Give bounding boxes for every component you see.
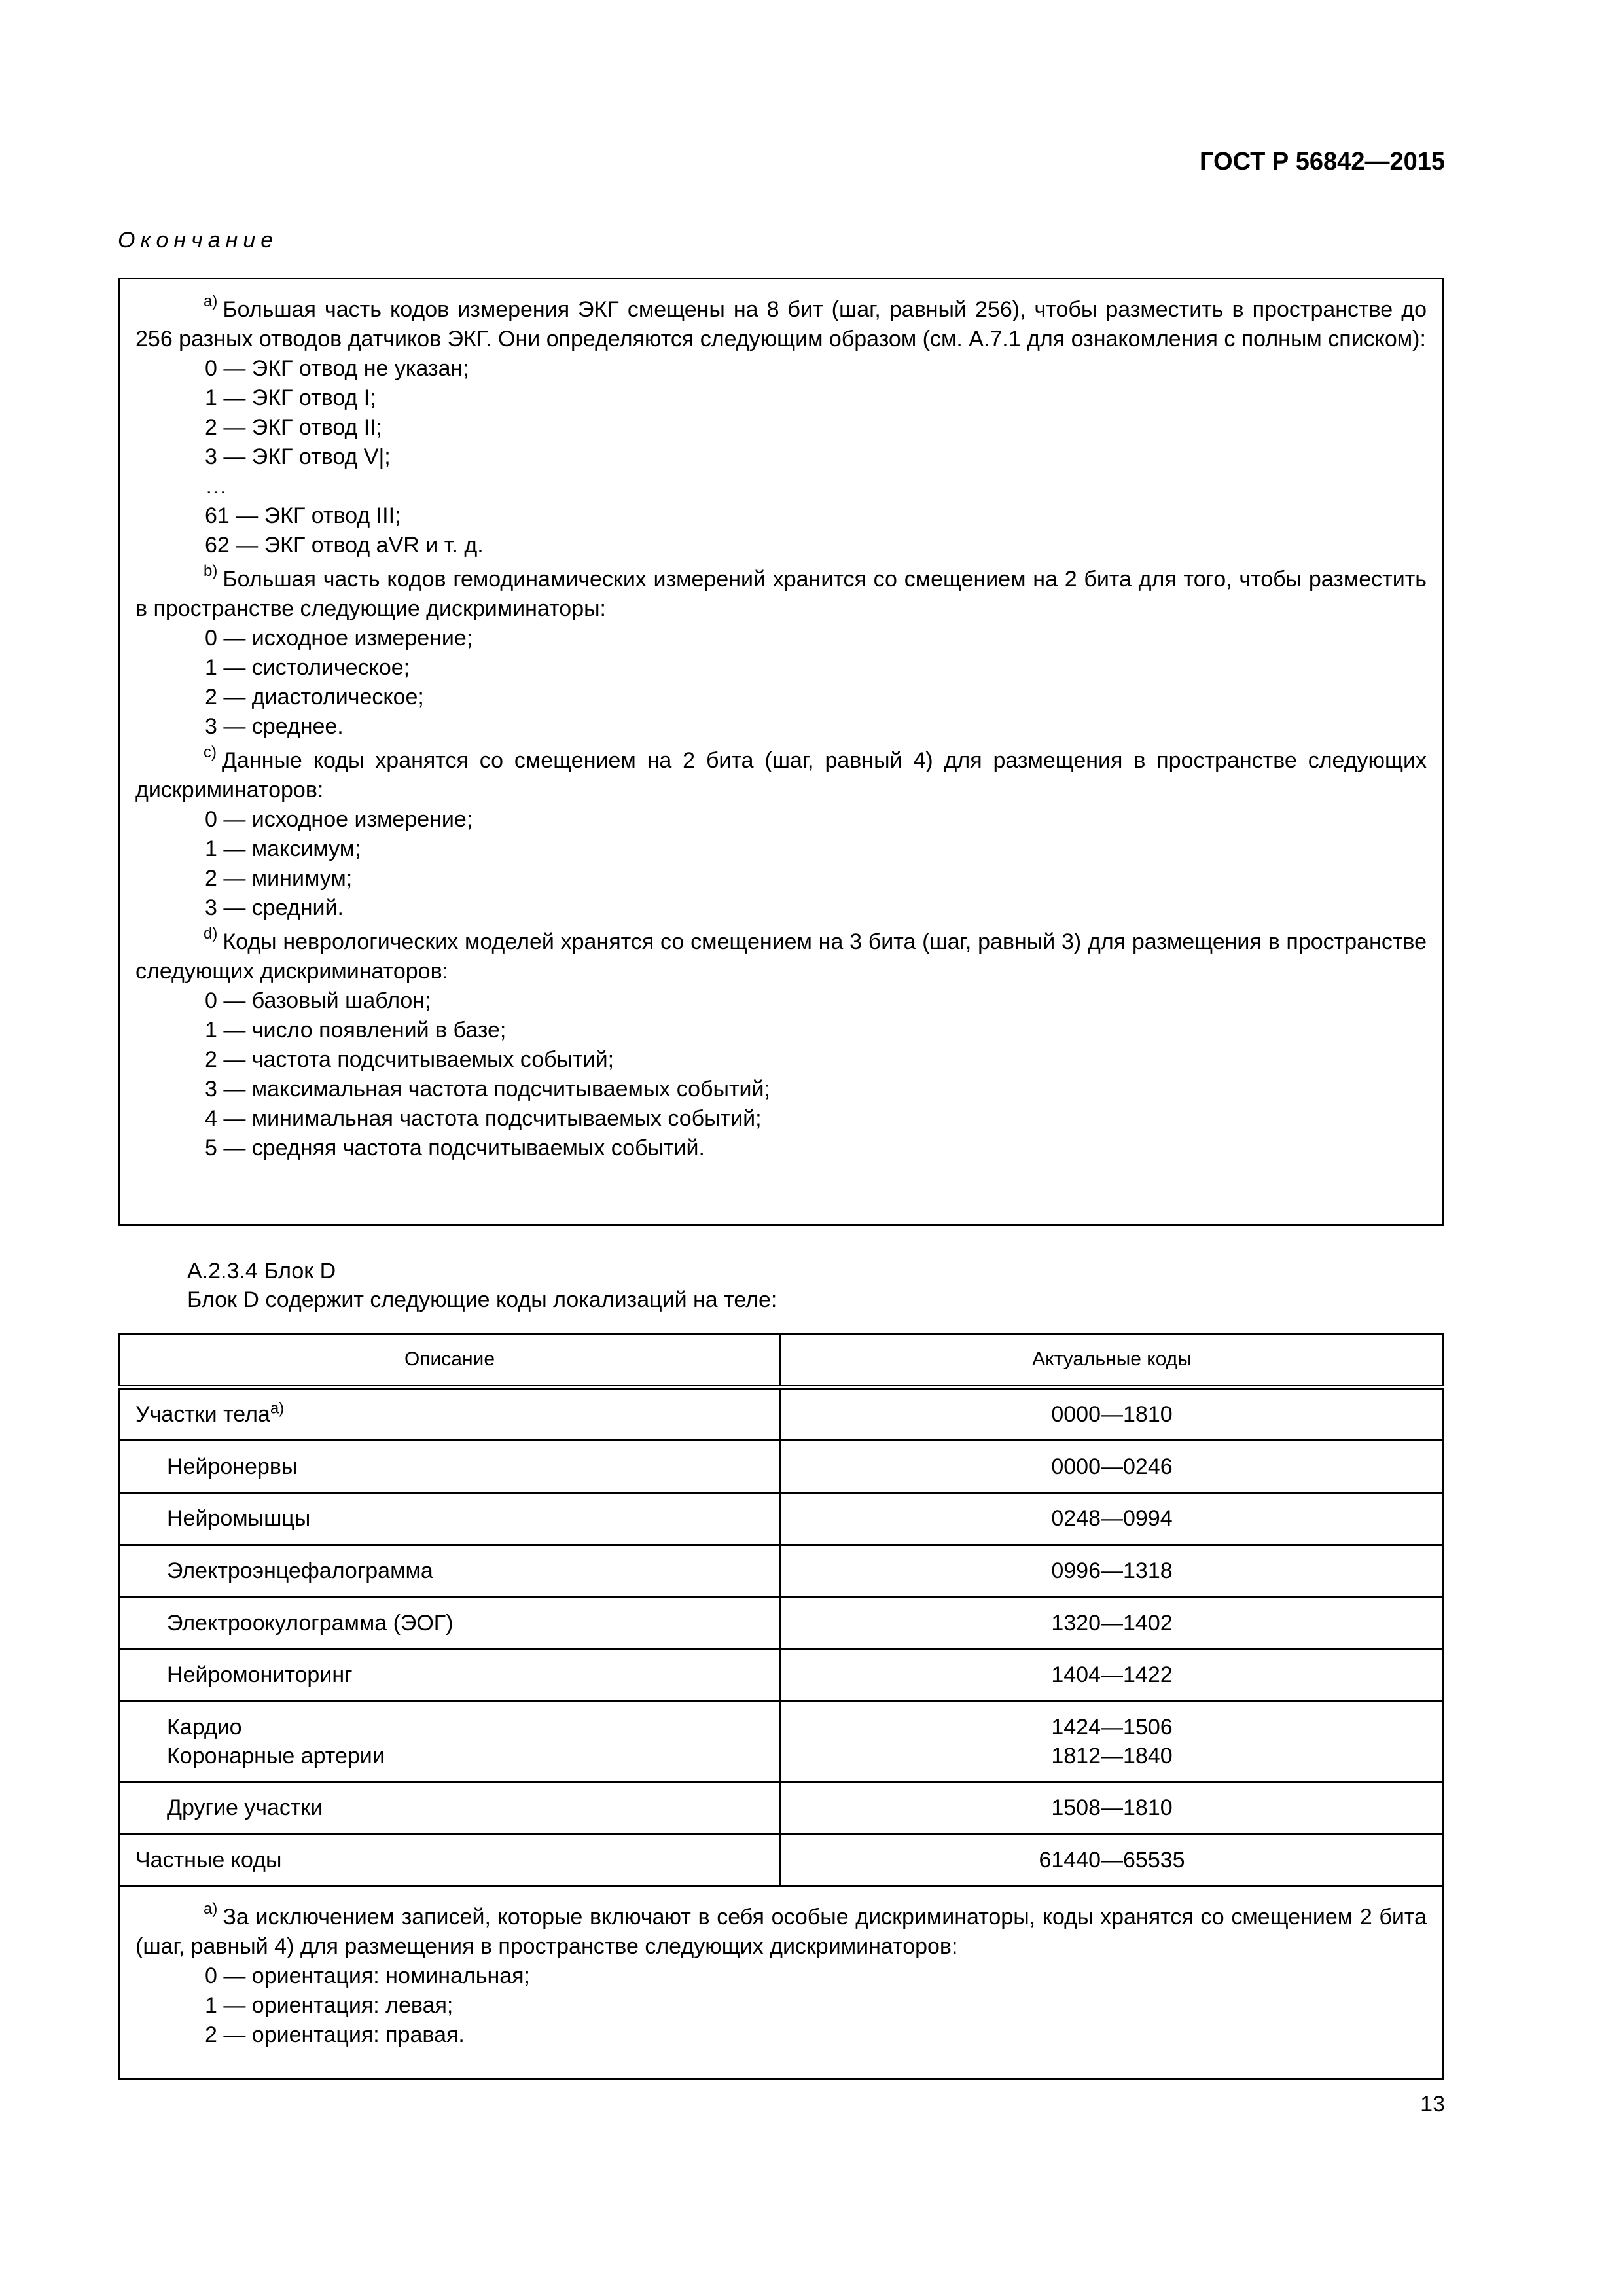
- list-item: 0 — исходное измерение;: [205, 807, 473, 832]
- table-footnote: [119, 1886, 1444, 2079]
- list-item: 2 — ЭКГ отвод II;: [205, 415, 383, 440]
- note-mark: a): [204, 292, 218, 310]
- row-code-value-secondary: 1812—1840: [1051, 1743, 1173, 1768]
- table-row: [119, 1545, 1444, 1597]
- row-description: [119, 1701, 781, 1782]
- row-label: Участки тела: [135, 1402, 270, 1427]
- row-code: [781, 1701, 1444, 1782]
- footnote-mark: a): [270, 1399, 285, 1418]
- list-item: 1 — ориентация: левая;: [205, 1993, 454, 2018]
- footnote-mark: a): [204, 1899, 218, 1918]
- list-item: 0 — базовый шаблон;: [205, 988, 431, 1013]
- standard-code: ГОСТ Р 56842—2015: [1200, 148, 1445, 175]
- list-item: …: [205, 474, 227, 499]
- table-row: [119, 1387, 1444, 1441]
- list-item: 3 — среднее.: [205, 714, 344, 739]
- column-header-codes: Актуальные коды: [781, 1334, 1444, 1388]
- list-item: 2 — ориентация: правая.: [205, 2022, 465, 2048]
- list-item: 62 — ЭКГ отвод aVR и т. д.: [205, 533, 484, 558]
- list-item: 0 — ориентация: номинальная;: [205, 1964, 531, 1989]
- note-mark: d): [204, 924, 218, 942]
- note-body: Коды неврологических моделей хранятся со смещением на 3 бита (шаг, равный 3) для размещения в пространстве следующих дискриминаторов:: [135, 929, 1427, 984]
- list-item: 61 — ЭКГ отвод III;: [205, 503, 401, 528]
- note-text: [135, 292, 1427, 354]
- row-code: 0000—0246: [781, 1441, 1444, 1493]
- table-row: [119, 1441, 1444, 1493]
- section-heading: А.2.3.4 Блок D: [187, 1259, 336, 1283]
- list-item: 5 — средняя частота подсчитываемых событий.: [205, 1136, 705, 1160]
- list-item: 3 — максимальная частота подсчитываемых событий;: [205, 1077, 770, 1102]
- list-item: 0 — ЭКГ отвод не указан;: [205, 356, 469, 381]
- row-code: 1404—1422: [781, 1649, 1444, 1702]
- note-body: Данные коды хранятся со смещением на 2 бита (шаг, равный 4) для размещения в пространстве следующих дискриминаторов:: [135, 748, 1427, 802]
- row-description: Нейромышцы: [119, 1493, 781, 1545]
- list-item: 0 — исходное измерение;: [205, 626, 473, 651]
- row-code: 0000—1810: [781, 1387, 1444, 1441]
- note-mark: c): [204, 743, 217, 761]
- row-description: Другие участки: [119, 1782, 781, 1834]
- note-body: Большая часть кодов гемодинамических измерений хранится со смещением на 2 бита для того, чтобы разместить в пространстве следующие дискриминаторы:: [135, 567, 1427, 621]
- note-b: [135, 562, 1427, 742]
- table-row: [119, 1597, 1444, 1649]
- note-body: Большая часть кодов измерения ЭКГ смещены на 8 бит (шаг, равный 256), чтобы разместить в пространстве до 256 разных отводов датчиков ЭКГ. Они определяются следующим образом (см. А.7.1 для ознакомления с полным списком):: [135, 297, 1427, 351]
- row-code: 0248—0994: [781, 1493, 1444, 1545]
- list-item: 1 — максимум;: [205, 836, 361, 861]
- row-code-value: 1424—1506: [1051, 1714, 1173, 1740]
- table-row: [119, 1701, 1444, 1782]
- row-label: Кардио: [167, 1714, 242, 1740]
- note-c: [135, 743, 1427, 923]
- list-item: 2 — минимум;: [205, 866, 353, 891]
- note-a: [135, 292, 1427, 560]
- page-number: 13: [1420, 2092, 1445, 2117]
- table-header-row: [119, 1334, 1444, 1388]
- row-label-secondary: Коронарные артерии: [167, 1743, 385, 1768]
- footnote-body: За исключением записей, которые включают в себя особые дискриминаторы, коды хранятся со смещением 2 бита (шаг, равный 4) для размещения в пространстве следующих дискриминаторов:: [135, 1905, 1427, 1960]
- row-description: Электроокулограмма (ЭОГ): [119, 1597, 781, 1649]
- list-item: 2 — диастолическое;: [205, 685, 424, 709]
- list-item: 4 — минимальная частота подсчитываемых событий;: [205, 1106, 762, 1131]
- note-d: [135, 924, 1427, 1163]
- table-row: [119, 1649, 1444, 1702]
- column-header-description: Описание: [119, 1334, 781, 1388]
- section-block-d: [187, 1257, 777, 1314]
- list-item: 3 — ЭКГ отвод V|;: [205, 444, 391, 469]
- section-intro: Блок D содержит следующие коды локализаций на теле:: [187, 1287, 777, 1312]
- note-text: [135, 562, 1427, 624]
- table-footnote-row: [119, 1886, 1444, 2079]
- note-text: [135, 924, 1427, 986]
- ending-label: Окончание: [118, 228, 279, 253]
- row-code: 61440—65535: [781, 1834, 1444, 1886]
- list-item: 3 — средний.: [205, 895, 344, 920]
- list-item: 2 — частота подсчитываемых событий;: [205, 1047, 615, 1072]
- table-row: [119, 1834, 1444, 1886]
- row-description: Электроэнцефалограмма: [119, 1545, 781, 1597]
- table-row: [119, 1782, 1444, 1834]
- footnote-text: [135, 1899, 1427, 1962]
- note-mark: b): [204, 562, 218, 580]
- list-item: 1 — систолическое;: [205, 655, 410, 680]
- list-item: 1 — число появлений в базе;: [205, 1018, 507, 1043]
- list-item: 1 — ЭКГ отвод I;: [205, 386, 376, 410]
- row-code: 0996—1318: [781, 1545, 1444, 1597]
- body-location-codes-table: [118, 1333, 1444, 2080]
- row-code: 1508—1810: [781, 1782, 1444, 1834]
- table-row: [119, 1493, 1444, 1545]
- row-description: Частные коды: [119, 1834, 781, 1886]
- notes-box: [118, 278, 1444, 1226]
- note-text: [135, 743, 1427, 805]
- row-description: Нейронервы: [119, 1441, 781, 1493]
- row-description: [119, 1387, 781, 1441]
- row-description: Нейромониторинг: [119, 1649, 781, 1702]
- row-code: 1320—1402: [781, 1597, 1444, 1649]
